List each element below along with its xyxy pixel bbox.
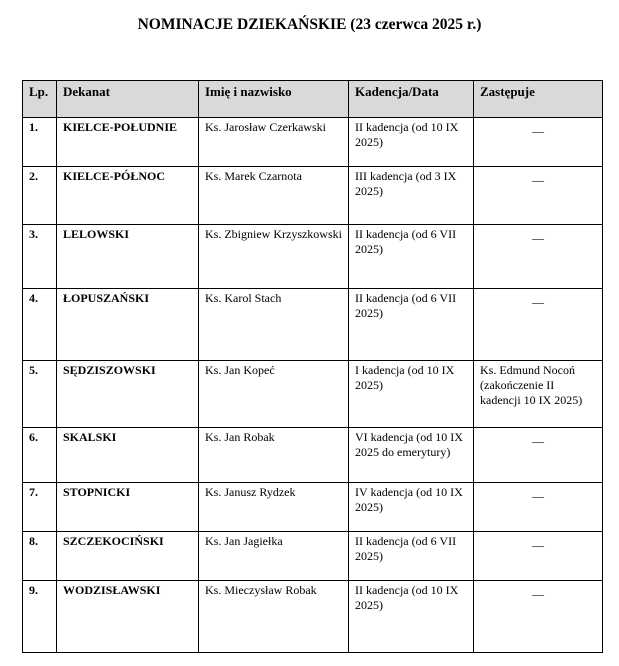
cell-lp: 7. (23, 483, 57, 532)
table-row (23, 361, 603, 428)
cell-kadencja: II kadencja (od 6 VII 2025) (349, 225, 474, 289)
cell-name: Ks. Janusz Rydzek (199, 483, 349, 532)
cell-zastepuje (474, 167, 603, 225)
cell-zastepuje (474, 483, 603, 532)
cell-kadencja: II kadencja (od 6 VII 2025) (349, 289, 474, 361)
cell-dekanat: KIELCE-POŁUDNIE (57, 118, 199, 167)
cell-dekanat: SKALSKI (57, 428, 199, 483)
dash-mark: — (532, 587, 544, 601)
cell-dekanat: SZCZEKOCIŃSKI (57, 532, 199, 581)
cell-zastepuje: Ks. Edmund Nocoń (zakończenie II kadencji 10 IX 2025) (474, 361, 603, 428)
dash-mark: — (532, 295, 544, 309)
table-row (23, 167, 603, 225)
cell-dekanat: ŁOPUSZAŃSKI (57, 289, 199, 361)
header-lp: Lp. (23, 81, 57, 118)
cell-kadencja: I kadencja (od 10 IX 2025) (349, 361, 474, 428)
page-title: NOMINACJE DZIEKAŃSKIE (23 czerwca 2025 r.) (137, 16, 482, 33)
dash-mark: — (532, 489, 544, 503)
header-kadencja: Kadencja/Data (349, 81, 474, 118)
cell-zastepuje (474, 289, 603, 361)
cell-zastepuje (474, 225, 603, 289)
header-name: Imię i nazwisko (199, 81, 349, 118)
cell-kadencja: II kadencja (od 10 IX 2025) (349, 118, 474, 167)
dash-mark: — (532, 173, 544, 187)
table-header-row (23, 81, 603, 118)
cell-name: Ks. Jan Jagiełka (199, 532, 349, 581)
dash-mark: — (532, 538, 544, 552)
cell-lp: 3. (23, 225, 57, 289)
cell-zastepuje (474, 118, 603, 167)
cell-lp: 2. (23, 167, 57, 225)
cell-lp: 4. (23, 289, 57, 361)
cell-zastepuje (474, 532, 603, 581)
table-row (23, 118, 603, 167)
header-dekanat: Dekanat (57, 81, 199, 118)
table-row (23, 532, 603, 581)
cell-dekanat: WODZISŁAWSKI (57, 581, 199, 653)
cell-lp: 1. (23, 118, 57, 167)
cell-name: Ks. Marek Czarnota (199, 167, 349, 225)
cell-dekanat: KIELCE-PÓŁNOC (57, 167, 199, 225)
cell-kadencja: VI kadencja (od 10 IX 2025 do emerytury) (349, 428, 474, 483)
cell-dekanat: STOPNICKI (57, 483, 199, 532)
cell-dekanat: LELOWSKI (57, 225, 199, 289)
cell-zastepuje (474, 581, 603, 653)
table-row (23, 483, 603, 532)
cell-name: Ks. Mieczysław Robak (199, 581, 349, 653)
cell-lp: 8. (23, 532, 57, 581)
cell-lp: 6. (23, 428, 57, 483)
cell-lp: 5. (23, 361, 57, 428)
header-zastepuje: Zastępuje (474, 81, 603, 118)
table-row (23, 289, 603, 361)
dash-mark: — (532, 231, 544, 245)
table-row (23, 428, 603, 483)
cell-kadencja: II kadencja (od 10 IX 2025) (349, 581, 474, 653)
cell-zastepuje (474, 428, 603, 483)
cell-kadencja: III kadencja (od 3 IX 2025) (349, 167, 474, 225)
cell-name: Ks. Jarosław Czerkawski (199, 118, 349, 167)
cell-dekanat: SĘDZISZOWSKI (57, 361, 199, 428)
cell-kadencja: II kadencja (od 6 VII 2025) (349, 532, 474, 581)
nominations-table (22, 80, 603, 653)
dash-mark: — (532, 124, 544, 138)
cell-lp: 9. (23, 581, 57, 653)
cell-name: Ks. Karol Stach (199, 289, 349, 361)
dash-mark: — (532, 434, 544, 448)
cell-name: Ks. Zbigniew Krzyszkowski (199, 225, 349, 289)
cell-name: Ks. Jan Robak (199, 428, 349, 483)
cell-kadencja: IV kadencja (od 10 IX 2025) (349, 483, 474, 532)
table-row (23, 581, 603, 653)
cell-name: Ks. Jan Kopeć (199, 361, 349, 428)
table-row (23, 225, 603, 289)
